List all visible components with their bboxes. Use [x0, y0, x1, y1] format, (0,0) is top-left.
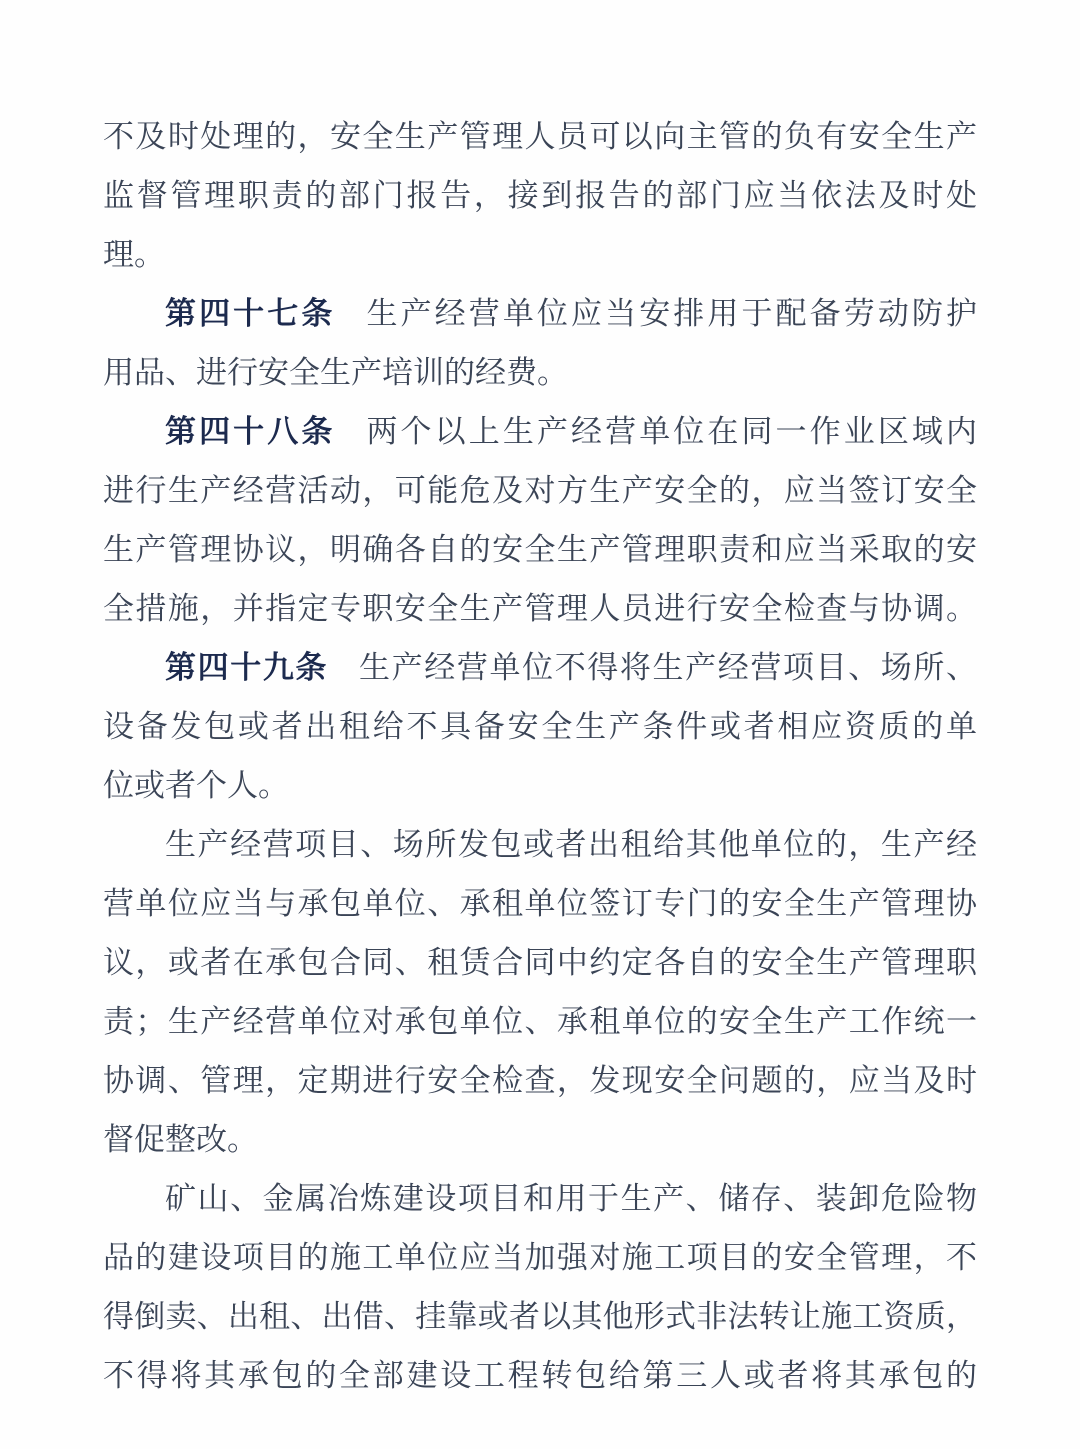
article-first-line — [103, 638, 977, 697]
text-line: 进行生产经营活动，可能危及对方生产安全的，应当签订安全 — [103, 473, 977, 508]
paragraph-article-49-1 — [103, 638, 977, 815]
paragraph-article-48 — [103, 402, 977, 638]
article-number: 第四十八条 — [165, 414, 336, 449]
text-line: 全措施，并指定专职安全生产管理人员进行安全检查与协调。 — [103, 591, 977, 626]
text-line: 不得将其承包的全部建设工程转包给第三人或者将其承包的 — [103, 1358, 977, 1393]
paragraph-article-49-2 — [103, 815, 977, 1169]
article-first-line — [103, 284, 977, 343]
paragraph-article-49-3 — [103, 1169, 977, 1405]
text-line: 协调、管理，定期进行安全检查，发现安全问题的，应当及时 — [103, 1063, 977, 1098]
paragraph-article-47 — [103, 284, 977, 402]
text-line: 议，或者在承包合同、租赁合同中约定各自的安全生产管理职 — [103, 945, 977, 980]
text-line: 责；生产经营单位对承包单位、承租单位的安全生产工作统一 — [103, 1004, 977, 1039]
text-line: 监督管理职责的部门报告，接到报告的部门应当依法及时处 — [103, 178, 977, 213]
article-number: 第四十九条 — [165, 650, 329, 685]
paragraph-article-46-continuation — [103, 107, 977, 284]
text-line: 生产管理协议，明确各自的安全生产管理职责和应当采取的安 — [103, 532, 977, 567]
text-line: 得倒卖、出租、出借、挂靠或者以其他形式非法转让施工资质， — [103, 1299, 977, 1334]
text-line: 位或者个人。 — [103, 768, 289, 803]
text-line: 设备发包或者出租给不具备安全生产条件或者相应资质的单 — [103, 709, 977, 744]
text-line: 营单位应当与承包单位、承租单位签订专门的安全生产管理协 — [103, 886, 977, 921]
article-number: 第四十七条 — [165, 296, 336, 331]
text-line: 矿山、金属冶炼建设项目和用于生产、储存、装卸危险物 — [165, 1181, 977, 1216]
article-first-line — [103, 402, 977, 461]
text-line: 理。 — [103, 237, 165, 272]
line-text: 生产经营单位应当安排用于配备劳动防护 — [366, 296, 978, 331]
text-line: 品的建设项目的施工单位应当加强对施工项目的安全管理，不 — [103, 1240, 977, 1275]
text-block — [103, 107, 977, 1405]
text-line: 生产经营项目、场所发包或者出租给其他单位的，生产经 — [165, 827, 977, 862]
text-line: 督促整改。 — [103, 1122, 258, 1157]
text-line: 用品、进行安全生产培训的经费。 — [103, 355, 568, 390]
line-text: 两个以上生产经营单位在同一作业区域内 — [366, 414, 978, 449]
text-line: 不及时处理的，安全生产管理人员可以向主管的负有安全生产 — [103, 119, 977, 154]
line-text: 生产经营单位不得将生产经营项目、场所、 — [359, 650, 978, 685]
